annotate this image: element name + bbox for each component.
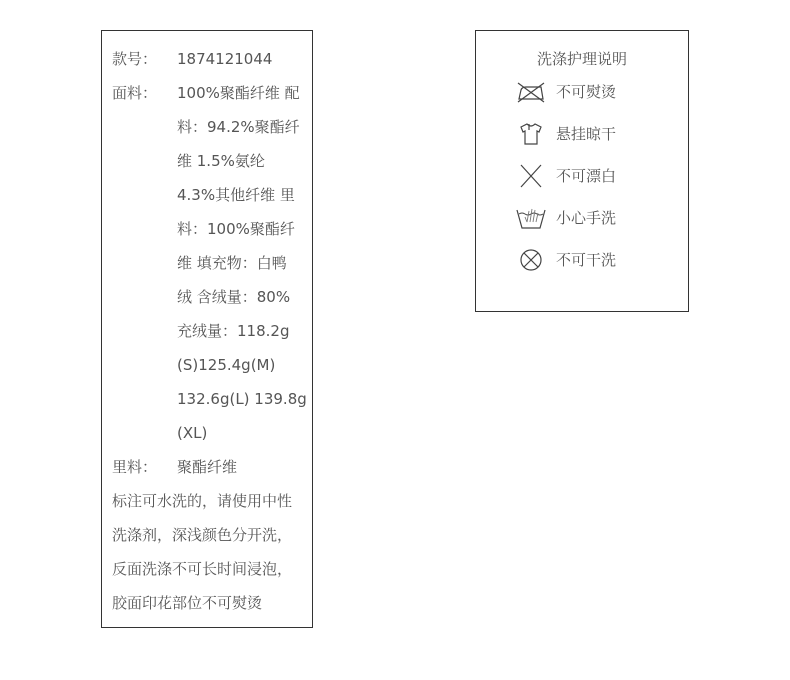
care-item-hang-dry <box>516 120 616 148</box>
spec-box <box>101 30 313 628</box>
style-no-value: 1874121044 <box>177 50 273 68</box>
no-dry-clean-icon <box>516 247 546 273</box>
fabric-line: 绒 含绒量：80% <box>177 288 291 306</box>
fabric-line: 4.3%其他纤维 里 <box>177 186 295 204</box>
no-bleach-icon <box>516 163 546 189</box>
care-label: 不可干洗 <box>556 251 617 269</box>
care-label: 小心手洗 <box>556 209 617 227</box>
fabric-line: 132.6g(L) 139.8g <box>177 390 307 408</box>
care-item-no-bleach <box>516 162 616 190</box>
no-iron-icon <box>516 79 546 105</box>
care-label: 悬挂晾干 <box>556 125 617 143</box>
fabric-line: (XL) <box>177 424 208 442</box>
fabric-line: 维 1.5%氨纶 <box>177 152 265 170</box>
care-item-no-dry-clean <box>516 246 616 274</box>
care-note-line: 胶面印花部位不可熨烫 <box>112 594 263 612</box>
fabric-label: 面料： <box>112 84 158 102</box>
fabric-line: (S)125.4g(M) <box>177 356 276 374</box>
hand-wash-icon <box>516 205 546 231</box>
hang-dry-icon <box>516 121 546 147</box>
fabric-line: 料：100%聚酯纤 <box>177 220 295 238</box>
fabric-line: 充绒量：118.2g <box>177 322 290 340</box>
care-note-line: 洗涤剂，深浅颜色分开洗， <box>112 526 293 544</box>
fabric-line: 维 填充物：白鸭 <box>177 254 287 272</box>
style-no-label: 款号： <box>112 50 158 68</box>
care-note-line: 反面洗涤不可长时间浸泡， <box>112 560 293 578</box>
fabric-line: 料：94.2%聚酯纤 <box>177 118 300 136</box>
lining-value: 聚酯纤维 <box>177 458 238 476</box>
care-label: 不可漂白 <box>556 167 617 185</box>
care-title: 洗涤护理说明 <box>536 50 627 68</box>
care-label: 不可熨烫 <box>556 83 617 101</box>
lining-label: 里料： <box>112 458 158 476</box>
care-item-hand-wash <box>516 204 616 232</box>
fabric-line: 100%聚酯纤维 配 <box>177 84 300 102</box>
care-item-no-iron <box>516 78 616 106</box>
care-note-line: 标注可水洗的，请使用中性 <box>112 492 293 510</box>
care-instructions-box <box>475 30 689 312</box>
